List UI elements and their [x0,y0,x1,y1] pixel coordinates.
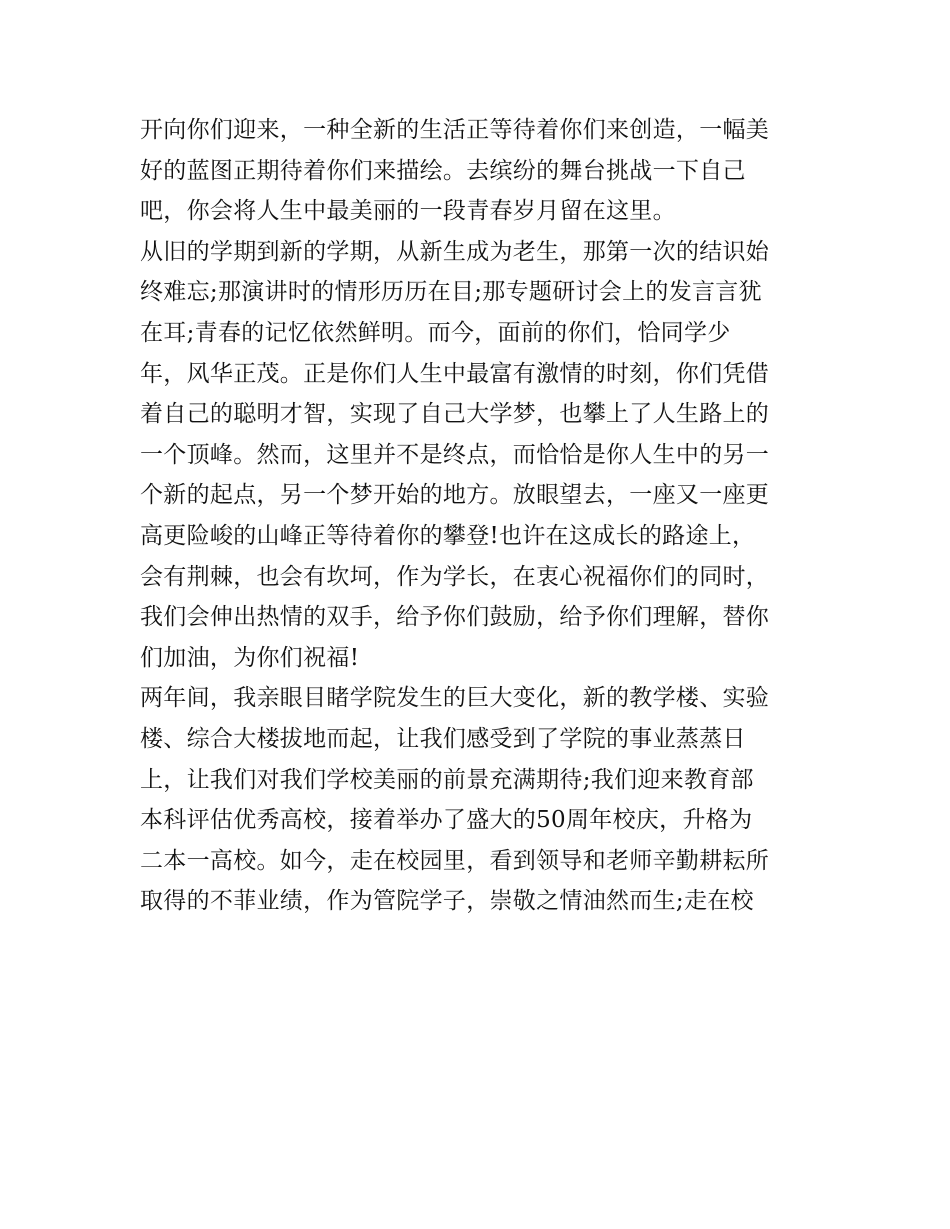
text-line: 开向你们迎来，一种全新的生活正等待着你们来创造，一幅美 [140,117,770,143]
text-line: 会有荆棘，也会有坎坷，作为学长，在衷心祝福你们的同时， [140,563,770,590]
text-line: 二本一高校。如今，走在校园里，看到领导和老师辛勤耕耘所 [140,847,770,874]
text-line: 着自己的聪明才智，实现了自己大学梦，也攀上了人生路上的 [140,401,770,428]
text-line: 们加油，为你们祝福! [140,644,360,671]
body-text [140,110,820,922]
text-line: 我们会伸出热情的双手，给予你们鼓励，给予你们理解，替你 [140,604,770,631]
text-line: 个新的起点，另一个梦开始的地方。放眼望去，一座又一座更 [140,482,770,509]
text-line: 高更险峻的山峰正等待着你的攀登!也许在这成长的路途上， [140,522,756,549]
text-line: 终难忘;那演讲时的情形历历在目;那专题研讨会上的发言言犹 [140,279,762,306]
text-line: 上，让我们对我们学校美丽的前景充满期待;我们迎来教育部 [140,766,754,793]
text-line: 好的蓝图正期待着你们来描绘。去缤纷的舞台挑战一下自己 [140,157,746,184]
text-line: 在耳;青春的记忆依然鲜明。而今，面前的你们，恰同学少 [140,319,731,346]
text-line: 两年间，我亲眼目睹学院发生的巨大变化，新的教学楼、实验 [140,685,770,712]
text-line: 一个顶峰。然而，这里并不是终点，而恰恰是你人生中的另一 [140,441,770,468]
text-line: 吧，你会将人生中最美丽的一段青春岁月留在这里。 [140,198,676,225]
text-line: 年，风华正茂。正是你们人生中最富有激情的时刻，你们凭借 [140,360,770,387]
text-line: 楼、综合大楼拔地而起，让我们感受到了学院的事业蒸蒸日 [140,725,746,752]
text-line: 取得的不菲业绩，作为管院学子，崇敬之情油然而生;走在校 [140,888,754,915]
text-line: 本科评估优秀高校，接着举办了盛大的50周年校庆，升格为 [140,807,753,834]
text-line: 从旧的学期到新的学期，从新生成为老生，那第一次的结识始 [140,238,770,265]
